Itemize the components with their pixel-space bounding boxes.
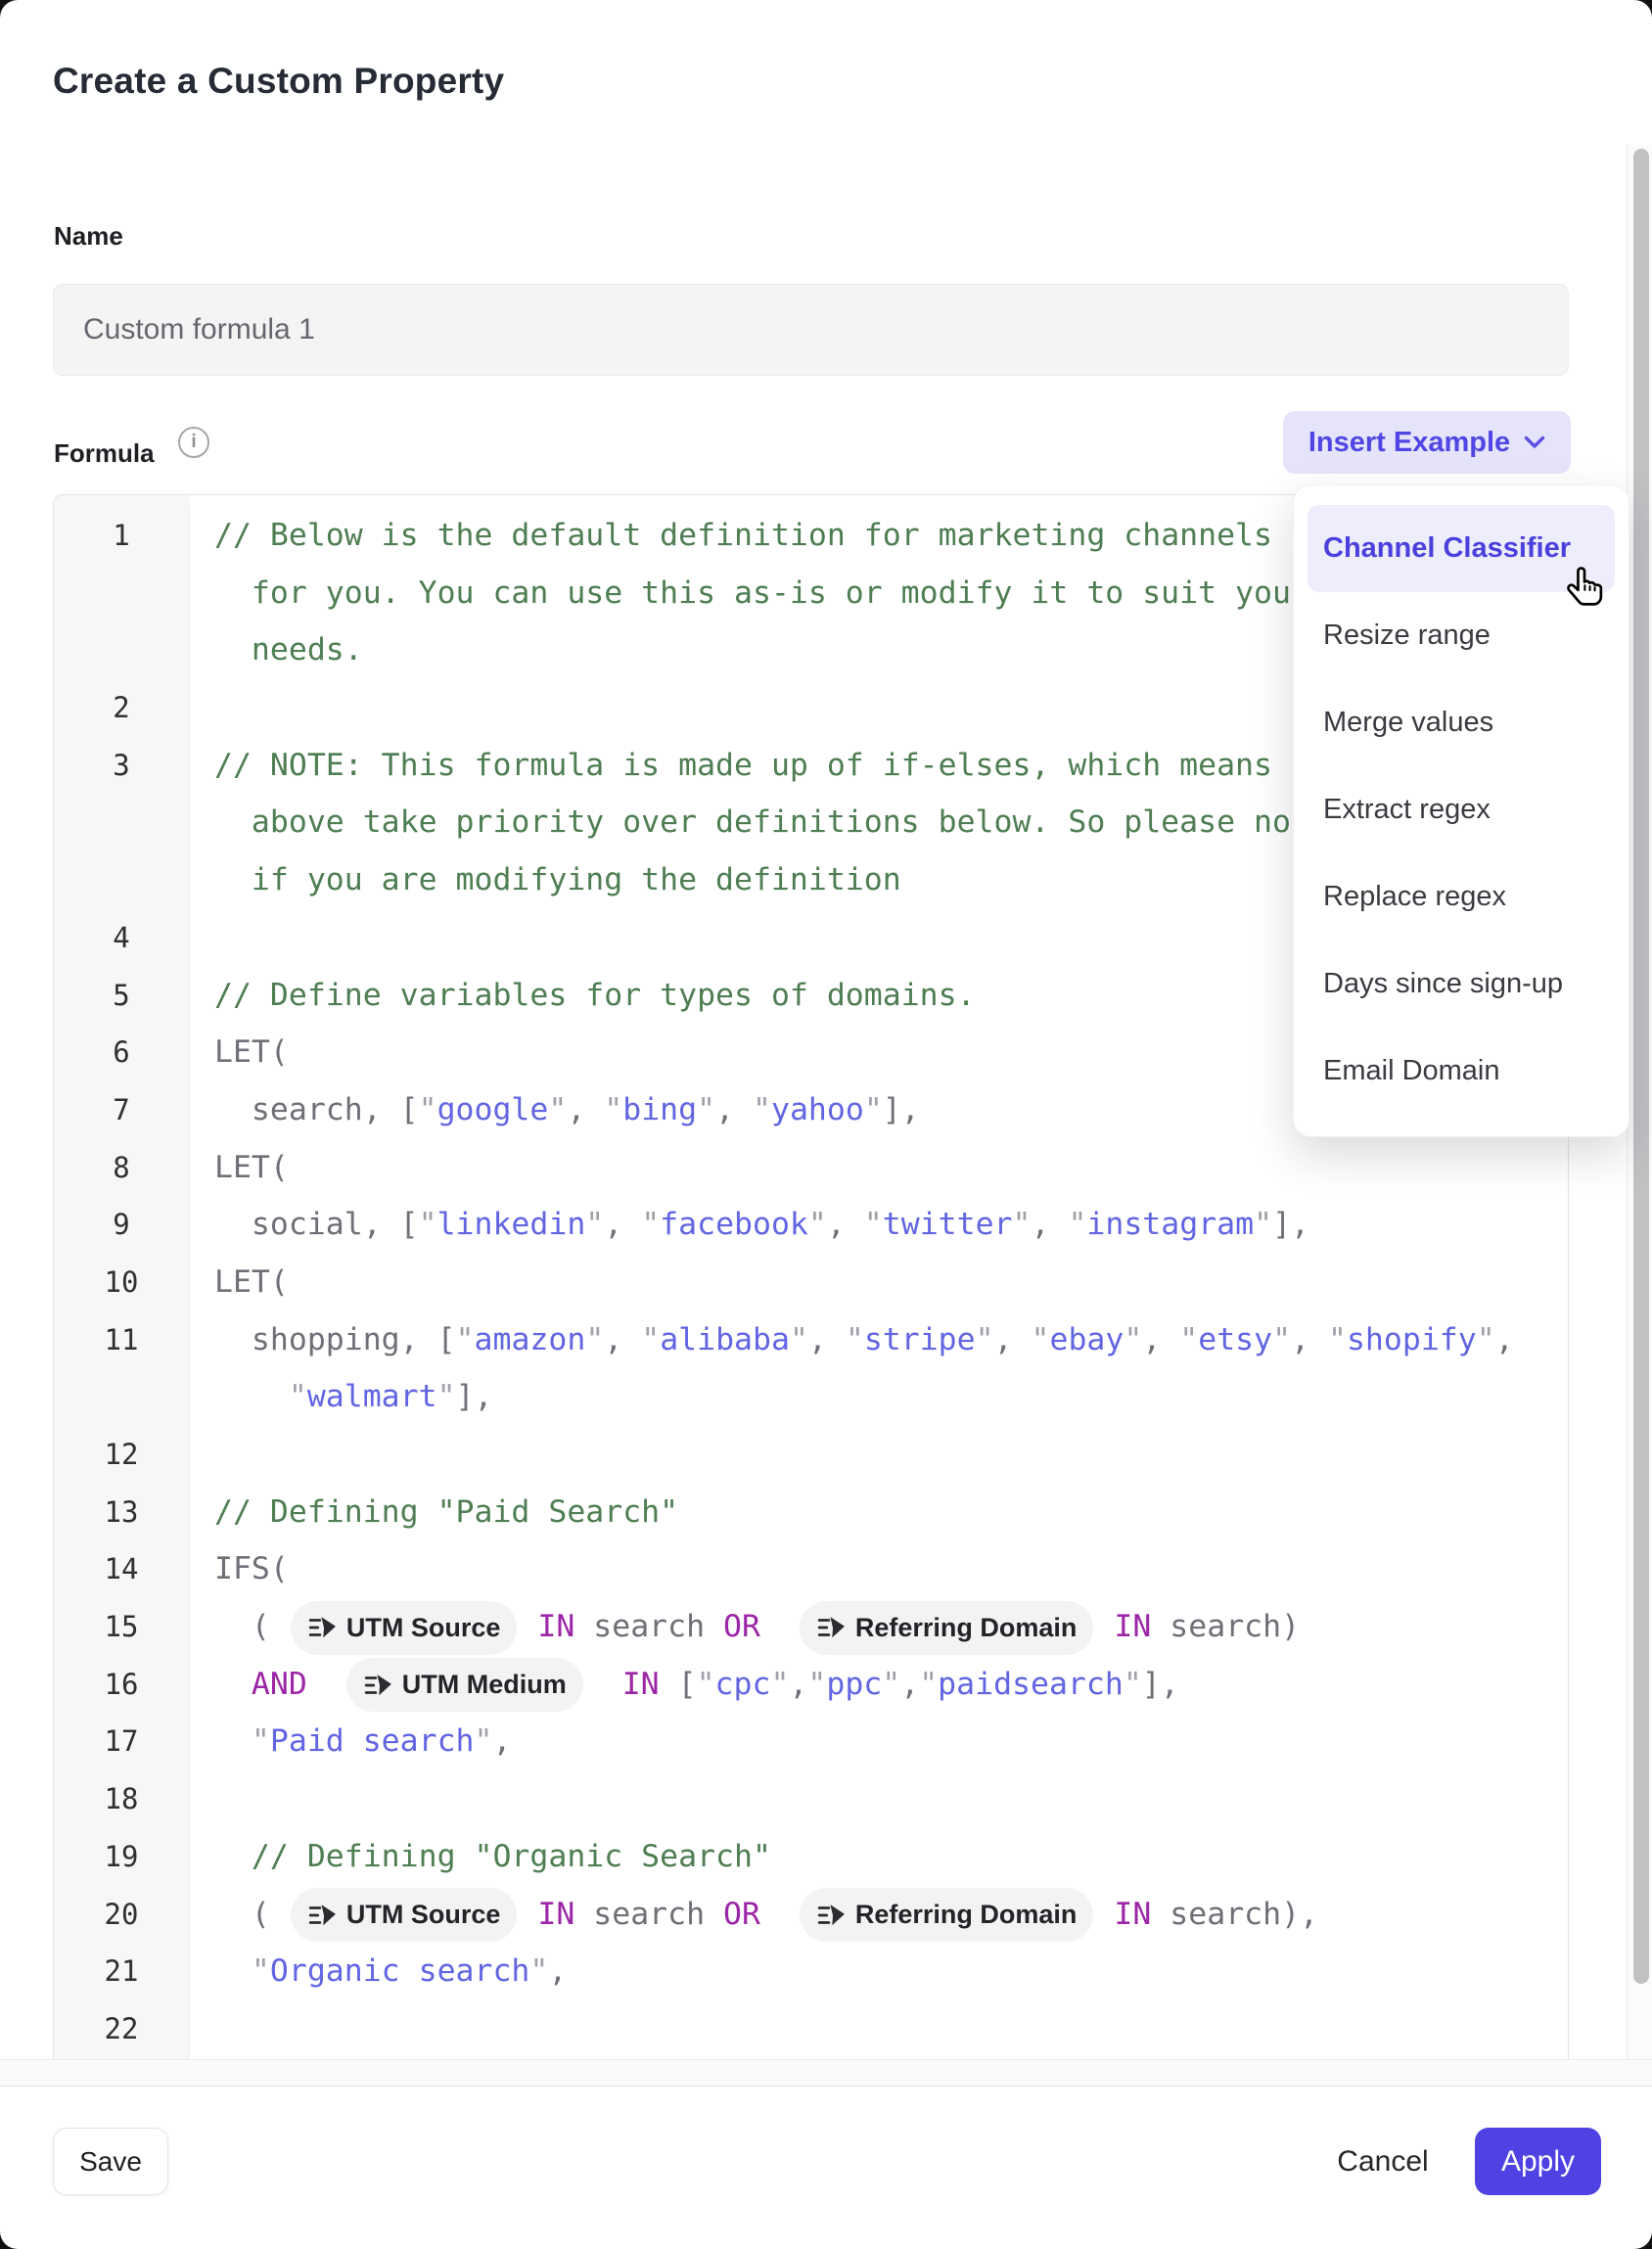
string-token: "yahoo" (753, 1091, 883, 1127)
menu-item-email-domain[interactable]: Email Domain (1323, 1055, 1500, 1086)
keyword-token: IN (621, 1666, 660, 1702)
keyword-token: OR (723, 1609, 760, 1645)
apply-button[interactable]: Apply (1475, 2128, 1601, 2195)
line-number: 14 (54, 1540, 190, 1598)
editor-row (54, 1368, 1568, 1426)
code-line (190, 1368, 492, 1426)
editor-row (54, 1886, 1568, 1944)
code-line (190, 1139, 289, 1197)
string-token: "shopify" (1328, 1321, 1495, 1357)
editor-row (54, 2000, 1568, 2058)
code-line (190, 1540, 289, 1598)
string-token: "amazon" (455, 1321, 605, 1357)
string-token: "cpc" (696, 1666, 790, 1702)
code-token (519, 1897, 537, 1932)
code-token (1095, 1897, 1114, 1932)
code-token: , (492, 1723, 512, 1760)
editor-row (54, 1828, 1568, 1886)
editor-row (54, 1540, 1568, 1598)
property-chip-label: UTM Source (345, 1612, 501, 1642)
menu-item-extract-regex[interactable]: Extract regex (1323, 794, 1491, 825)
code-line (190, 2000, 214, 2058)
code-token: [ (659, 1666, 697, 1702)
line-number: 22 (54, 2000, 190, 2058)
code-token: shopping, [ (251, 1321, 456, 1357)
code-line (190, 737, 1272, 795)
code-line (190, 565, 1291, 622)
line-number: 2 (54, 679, 190, 737)
comment-token: above take priority over definitions below. So please no (251, 804, 1291, 841)
code-token (307, 1667, 344, 1702)
property-chip[interactable] (291, 1601, 518, 1655)
code-line (190, 1024, 289, 1081)
line-number: 6 (54, 1024, 190, 1081)
code-line (190, 1196, 1309, 1254)
editor-row (54, 1311, 1568, 1369)
code-token (760, 1609, 798, 1644)
code-line (190, 851, 901, 909)
code-token: , (548, 1953, 568, 1990)
string-token: "paidsearch" (919, 1666, 1142, 1702)
horizontal-scrollbar-track[interactable] (0, 2059, 1652, 2087)
menu-item-days-since-sign-up[interactable]: Days since sign-up (1323, 968, 1563, 999)
editor-row (54, 1196, 1568, 1254)
line-number (54, 621, 190, 679)
comment-token: for you. You can use this as-is or modify it to suit you (251, 574, 1291, 611)
string-token: "twitter" (863, 1207, 1032, 1243)
line-number (54, 851, 190, 909)
code-token: search, [ (251, 1091, 419, 1127)
menu-item-replace-regex[interactable]: Replace regex (1323, 881, 1506, 912)
code-token: , (1494, 1321, 1514, 1357)
comment-token: needs. (251, 632, 363, 668)
string-token: "etsy" (1179, 1321, 1292, 1357)
editor-row (54, 1426, 1568, 1484)
code-token: social, [ (251, 1207, 419, 1243)
code-line (190, 794, 1291, 851)
string-token: "linkedin" (418, 1207, 605, 1243)
comment-token: // Defining "Paid Search" (214, 1493, 679, 1530)
editor-row (54, 1598, 1568, 1656)
code-token: ], (1272, 1207, 1309, 1243)
string-token: "instagram" (1068, 1207, 1273, 1243)
code-token (519, 1609, 537, 1644)
line-number: 12 (54, 1426, 190, 1484)
code-line (190, 1943, 567, 2000)
code-line (190, 1311, 1514, 1369)
string-token: "Paid search" (251, 1723, 493, 1760)
line-number: 13 (54, 1484, 190, 1541)
code-token: , (826, 1207, 864, 1243)
code-line (190, 1254, 289, 1311)
string-token: "facebook" (641, 1207, 827, 1243)
comment-token: // Define variables for types of domains. (214, 977, 976, 1013)
string-token: "alibaba" (641, 1321, 808, 1357)
code-token: search (574, 1609, 724, 1645)
code-token: IFS( (214, 1551, 289, 1587)
insert-field-icon (363, 1673, 392, 1698)
code-line (190, 679, 214, 737)
comment-token: // Below is the default definition for marketing channels (214, 518, 1272, 553)
string-token: "bing" (604, 1091, 716, 1127)
property-chip[interactable] (346, 1658, 583, 1712)
line-number: 8 (54, 1139, 190, 1197)
property-chip[interactable] (800, 1888, 1094, 1942)
line-number: 9 (54, 1196, 190, 1254)
code-token: , (1291, 1321, 1328, 1357)
code-line (190, 507, 1272, 565)
code-line (190, 1656, 1179, 1714)
code-token: ( (251, 1896, 289, 1932)
insert-example-label: Insert Example (1308, 426, 1511, 458)
comment-token: if you are modifying the definition (251, 862, 901, 898)
save-button[interactable]: Save (53, 2128, 168, 2195)
code-token: search), (1151, 1896, 1319, 1932)
property-chip-label: UTM Source (345, 1900, 501, 1930)
code-token: , (604, 1321, 642, 1357)
line-number (54, 794, 190, 851)
code-token: LET( (214, 1263, 289, 1300)
line-number: 10 (54, 1254, 190, 1311)
line-number: 7 (54, 1081, 190, 1139)
editor-row (54, 1713, 1568, 1770)
property-chip-label: UTM Medium (401, 1670, 567, 1700)
line-number: 15 (54, 1598, 190, 1656)
insert-example-button[interactable] (1283, 411, 1571, 474)
info-icon[interactable]: i (178, 427, 209, 458)
keyword-token: IN (537, 1609, 575, 1645)
property-chip[interactable] (800, 1601, 1094, 1655)
editor-row (54, 1139, 1568, 1197)
menu-item-resize-range[interactable]: Resize range (1323, 620, 1491, 651)
keyword-token: AND (251, 1666, 307, 1702)
chevron-down-icon (1524, 436, 1545, 449)
line-number: 19 (54, 1828, 190, 1886)
code-line (190, 621, 363, 679)
code-token: , (789, 1666, 808, 1702)
code-token: , (604, 1207, 642, 1243)
code-token: , (1142, 1321, 1180, 1357)
line-number: 11 (54, 1311, 190, 1369)
line-number: 1 (54, 507, 190, 565)
keyword-token: IN (1114, 1609, 1152, 1645)
code-token: ( (251, 1609, 289, 1645)
cancel-button[interactable]: Cancel (1324, 2128, 1442, 2195)
string-token: "ebay" (1031, 1321, 1143, 1357)
editor-row (54, 1943, 1568, 2000)
insert-field-icon (307, 1903, 337, 1928)
insert-example-menu (1293, 484, 1629, 1137)
page-title: Create a Custom Property (53, 61, 505, 101)
code-line (190, 1886, 1318, 1944)
code-token: , (993, 1321, 1032, 1357)
code-line (190, 1598, 1300, 1656)
code-line (190, 1770, 214, 1828)
code-line (190, 1484, 678, 1541)
string-token: "walmart" (288, 1379, 456, 1415)
code-token (585, 1667, 622, 1702)
formula-label: Formula (54, 438, 155, 468)
editor-row (54, 1484, 1568, 1541)
string-token: "Organic search" (251, 1953, 549, 1990)
code-token: , (1031, 1207, 1069, 1243)
code-line (190, 1426, 214, 1484)
line-number: 16 (54, 1656, 190, 1714)
line-number: 21 (54, 1943, 190, 2000)
comment-token: // Defining "Organic Search" (251, 1838, 771, 1874)
string-token: "ppc" (807, 1666, 901, 1702)
code-token: LET( (214, 1034, 289, 1071)
line-number: 4 (54, 909, 190, 967)
code-line (190, 1713, 511, 1770)
line-number: 18 (54, 1770, 190, 1828)
editor-row (54, 1656, 1568, 1714)
line-number (54, 1368, 190, 1426)
property-chip-label: Referring Domain (854, 1612, 1078, 1642)
line-number: 3 (54, 737, 190, 795)
keyword-token: IN (537, 1896, 575, 1932)
editor-row (54, 1770, 1568, 1828)
code-token (760, 1897, 798, 1932)
string-token: "stripe" (845, 1321, 994, 1357)
code-token: , (807, 1321, 846, 1357)
code-token: LET( (214, 1149, 289, 1185)
menu-item-merge-values[interactable]: Merge values (1323, 707, 1494, 738)
name-label: Name (54, 221, 123, 251)
name-input[interactable] (53, 284, 1569, 376)
code-token: ], (455, 1379, 493, 1415)
insert-field-icon (816, 1903, 846, 1928)
property-chip-label: Referring Domain (854, 1900, 1078, 1930)
code-token: , (567, 1091, 605, 1127)
code-line (190, 967, 976, 1025)
code-token: search) (1151, 1609, 1301, 1645)
code-token: search (574, 1896, 724, 1932)
keyword-token: OR (723, 1896, 760, 1932)
line-number (54, 565, 190, 622)
vertical-scrollbar-thumb[interactable] (1633, 149, 1649, 1984)
editor-row (54, 1254, 1568, 1311)
property-chip[interactable] (291, 1888, 518, 1942)
insert-field-icon (816, 1615, 846, 1640)
code-token: ], (882, 1091, 920, 1127)
line-number: 17 (54, 1713, 190, 1770)
code-token (1095, 1609, 1114, 1644)
code-line (190, 1828, 771, 1886)
line-number: 5 (54, 967, 190, 1025)
code-line (190, 1081, 920, 1139)
insert-field-icon (307, 1615, 337, 1640)
code-line (190, 909, 214, 967)
keyword-token: IN (1114, 1896, 1152, 1932)
line-number: 20 (54, 1886, 190, 1944)
code-token: ], (1141, 1666, 1179, 1702)
code-token: , (715, 1091, 754, 1127)
comment-token: // NOTE: This formula is made up of if-elses, which means (214, 747, 1272, 783)
menu-item-channel-classifier[interactable]: Channel Classifier (1308, 505, 1615, 592)
string-token: "google" (418, 1091, 568, 1127)
code-token: , (900, 1666, 920, 1702)
